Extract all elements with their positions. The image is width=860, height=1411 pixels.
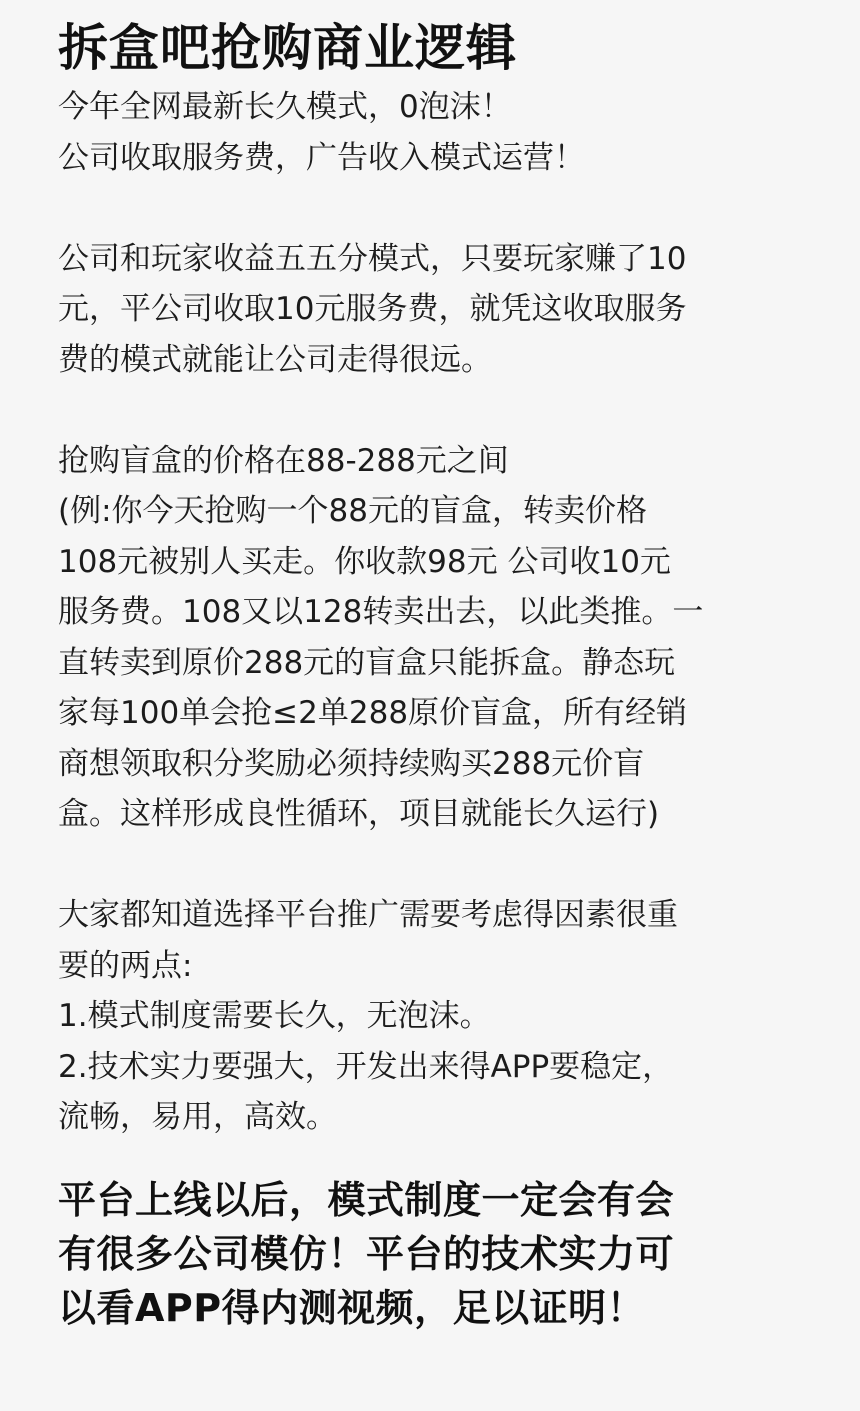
emphasis-paragraph [58,1173,818,1335]
text-line: 大家都知道选择平台推广需要考虑得因素很重 [58,897,678,933]
text-line: 家每100单会抢≤2单288原价盲盒，所有经销 [58,695,688,731]
text-line: 服务费。108又以128转卖出去，以此类推。一 [58,594,704,630]
text-line: 1.模式制度需要长久，无泡沫。 [58,998,491,1034]
text-line: 盒。这样形成良性循环，项目就能长久运行) [58,796,660,832]
page-title: 拆盒吧抢购商业逻辑 [58,19,517,77]
emphasis-line: 平台上线以后，模式制度一定会有会 [58,1177,675,1222]
text-line: 元，平公司收取10元服务费，就凭这收取服务 [58,291,687,327]
emphasis-line: 有很多公司模仿！平台的技术实力可 [58,1231,675,1276]
text-line: 公司和玩家收益五五分模式，只要玩家赚了10 [58,240,687,277]
text-line: 流畅，易用，高效。 [58,1099,337,1135]
article [58,14,818,1335]
text-line: 商想领取积分奖励必须持续购买288元价盲 [58,745,645,782]
text-line: 今年全网最新长久模式，0泡沫！ [58,89,512,125]
text-line: 直转卖到原价288元的盲盒只能拆盒。静态玩 [58,644,676,681]
text-line: 费的模式就能让公司走得很远。 [58,341,492,378]
text-line: (例:你今天抢购一个88元的盲盒，转卖价格 [58,493,647,529]
emphasis-line: 以看APP得内测视频，足以证明！ [58,1285,646,1330]
text-line: 108元被别人买走。你收款98元 公司收10元 [58,543,671,580]
paragraph-intro [58,82,818,1143]
text-line: 2.技术实力要强大，开发出来得APP要稳定， [58,1048,674,1085]
text-line: 公司收取服务费，广告收入模式运营！ [58,139,585,176]
text-line: 抢购盲盒的价格在88-288元之间 [58,442,509,479]
text-line: 要的两点: [58,947,193,984]
